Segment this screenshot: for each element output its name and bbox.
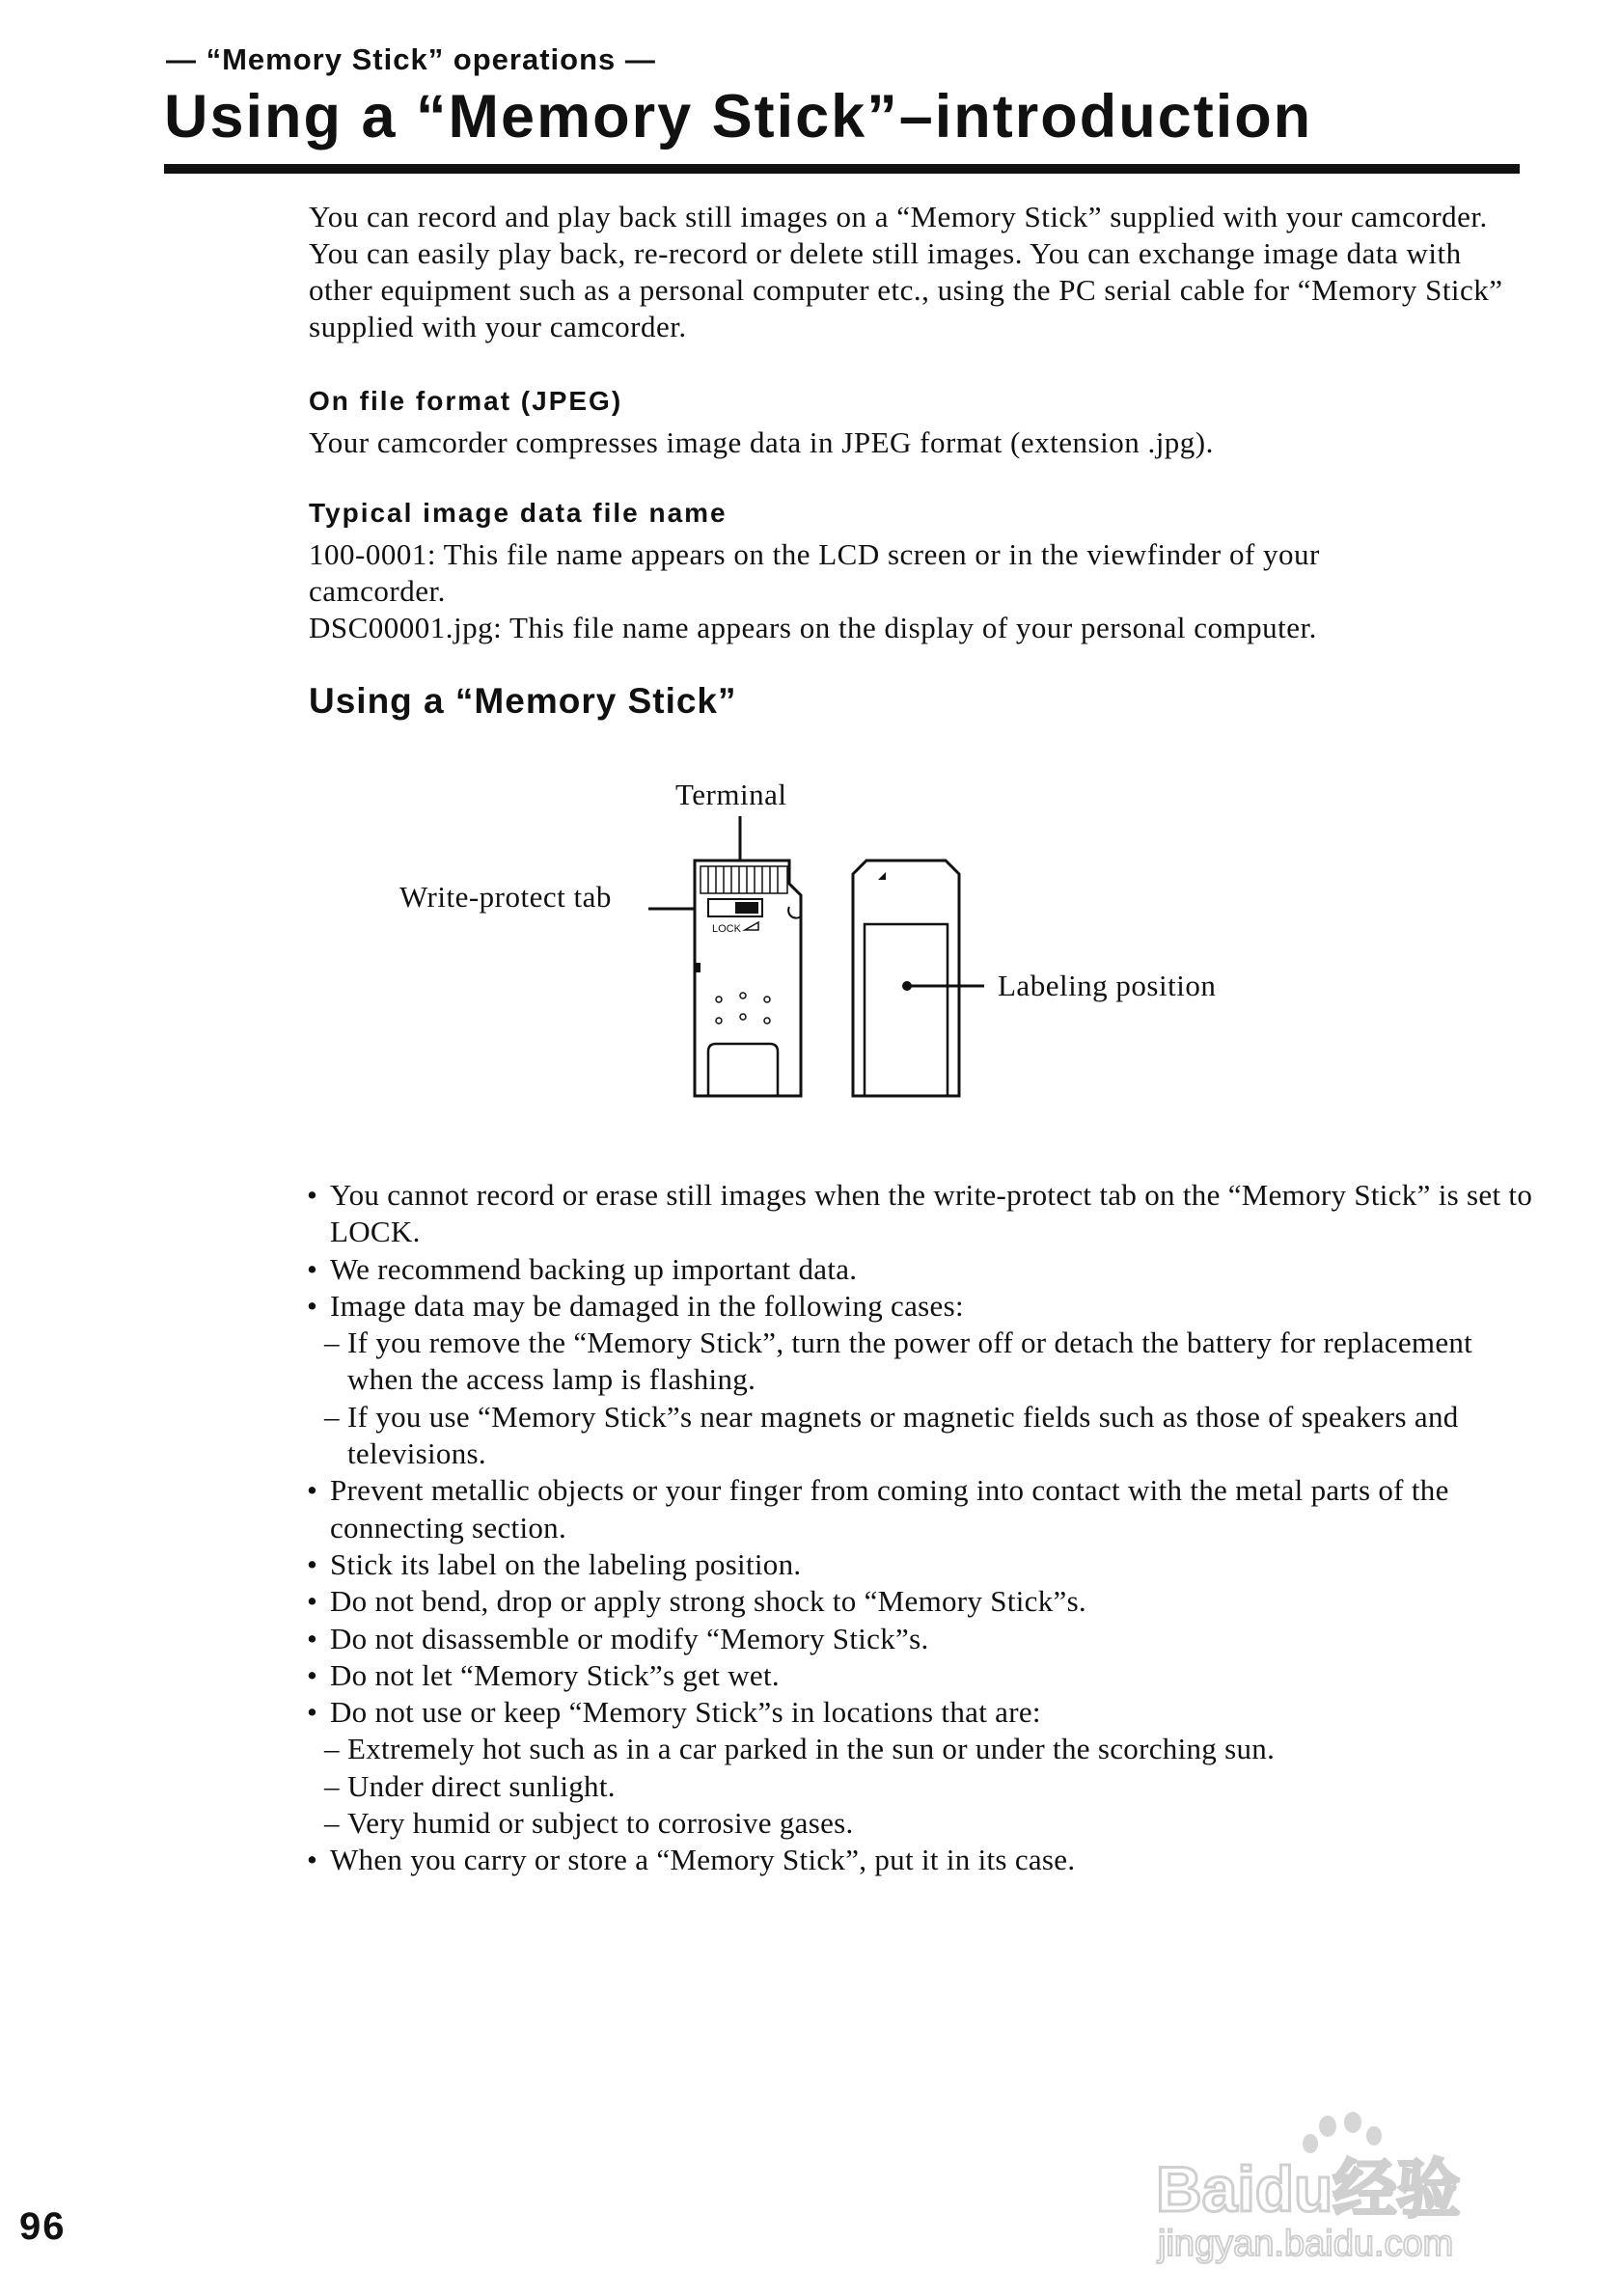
- section-label: — “Memory Stick” operations —: [166, 42, 656, 76]
- note-item: • When you carry or store a “Memory Stick”, put it in its case.: [307, 1842, 1542, 1878]
- note-item: • Prevent metallic objects or your finger from coming into contact with the metal parts of the connecting section.: [307, 1472, 1542, 1546]
- note-item: • Do not bend, drop or apply strong shock to “Memory Stick”s.: [307, 1583, 1542, 1620]
- note-subitem: – If you remove the “Memory Stick”, turn the power off or detach the battery for replacement when the access lamp is flashing.: [307, 1325, 1542, 1399]
- note-subitem: – Extremely hot such as in a car parked in the sun or under the scorching sun.: [307, 1731, 1542, 1767]
- lock-label: LOCK: [712, 923, 741, 935]
- note-item: • Do not disassemble or modify “Memory Stick”s.: [307, 1621, 1542, 1657]
- file-format-text: Your camcorder compresses image data in JPEG format (extension .jpg).: [309, 425, 1214, 459]
- terminal-label: Terminal: [675, 778, 787, 811]
- note-item: • Stick its label on the labeling position.: [307, 1546, 1542, 1583]
- note-item: • Do not use or keep “Memory Stick”s in locations that are:: [307, 1694, 1542, 1731]
- file-name-line-1: 100-0001: This file name appears on the LCD screen or in the viewfinder of your camcorder.: [309, 537, 1320, 608]
- watermark-brand: Baidu经验: [1156, 2153, 1461, 2225]
- memory-stick-diagram: [386, 772, 1274, 1109]
- note-subitem: – Under direct sunlight.: [307, 1768, 1542, 1805]
- paw-logo-icon: [1303, 2112, 1382, 2153]
- section-heading: Using a “Memory Stick”: [309, 681, 737, 721]
- file-format-heading: On file format (JPEG): [309, 386, 623, 416]
- memory-stick-back: [695, 861, 801, 1096]
- page-number: 96: [19, 2205, 67, 2248]
- title-rule: [164, 164, 1520, 174]
- note-item: • Do not let “Memory Stick”s get wet.: [307, 1657, 1542, 1694]
- file-name-line-2: DSC00001.jpg: This file name appears on the display of your personal computer.: [309, 611, 1317, 644]
- write-protect-label: Write-protect tab: [399, 880, 612, 914]
- baidu-watermark: [1146, 2111, 1552, 2275]
- note-item: • Image data may be damaged in the following cases:: [307, 1288, 1542, 1325]
- watermark-url: jingyan.baidu.com: [1158, 2224, 1454, 2264]
- write-protect-switch: [735, 902, 758, 914]
- notes-list: [307, 1177, 1542, 1879]
- page-title: Using a “Memory Stick”–introduction: [164, 83, 1313, 150]
- note-subitem: – Very humid or subject to corrosive gases.: [307, 1805, 1542, 1842]
- side-mark: [695, 963, 701, 972]
- note-item: • We recommend backing up important data.: [307, 1251, 1542, 1288]
- intro-paragraph: You can record and play back still images on a “Memory Stick” supplied with your camcorder. You can easily play back, re-record or delete still images. You can exchange image data with other equipment such as a personal computer etc., using the PC serial cable for “Memory Stick” supplied with your camcorder.: [309, 200, 1503, 343]
- note-item: • You cannot record or erase still images when the write-protect tab on the “Memory Stick” is set to LOCK.: [307, 1177, 1542, 1251]
- labeling-position-label: Labeling position: [998, 969, 1217, 1002]
- note-subitem: – If you use “Memory Stick”s near magnets or magnetic fields such as those of speakers and televisions.: [307, 1399, 1542, 1473]
- memory-stick-front: [853, 861, 984, 1096]
- file-name-heading: Typical image data file name: [309, 498, 728, 528]
